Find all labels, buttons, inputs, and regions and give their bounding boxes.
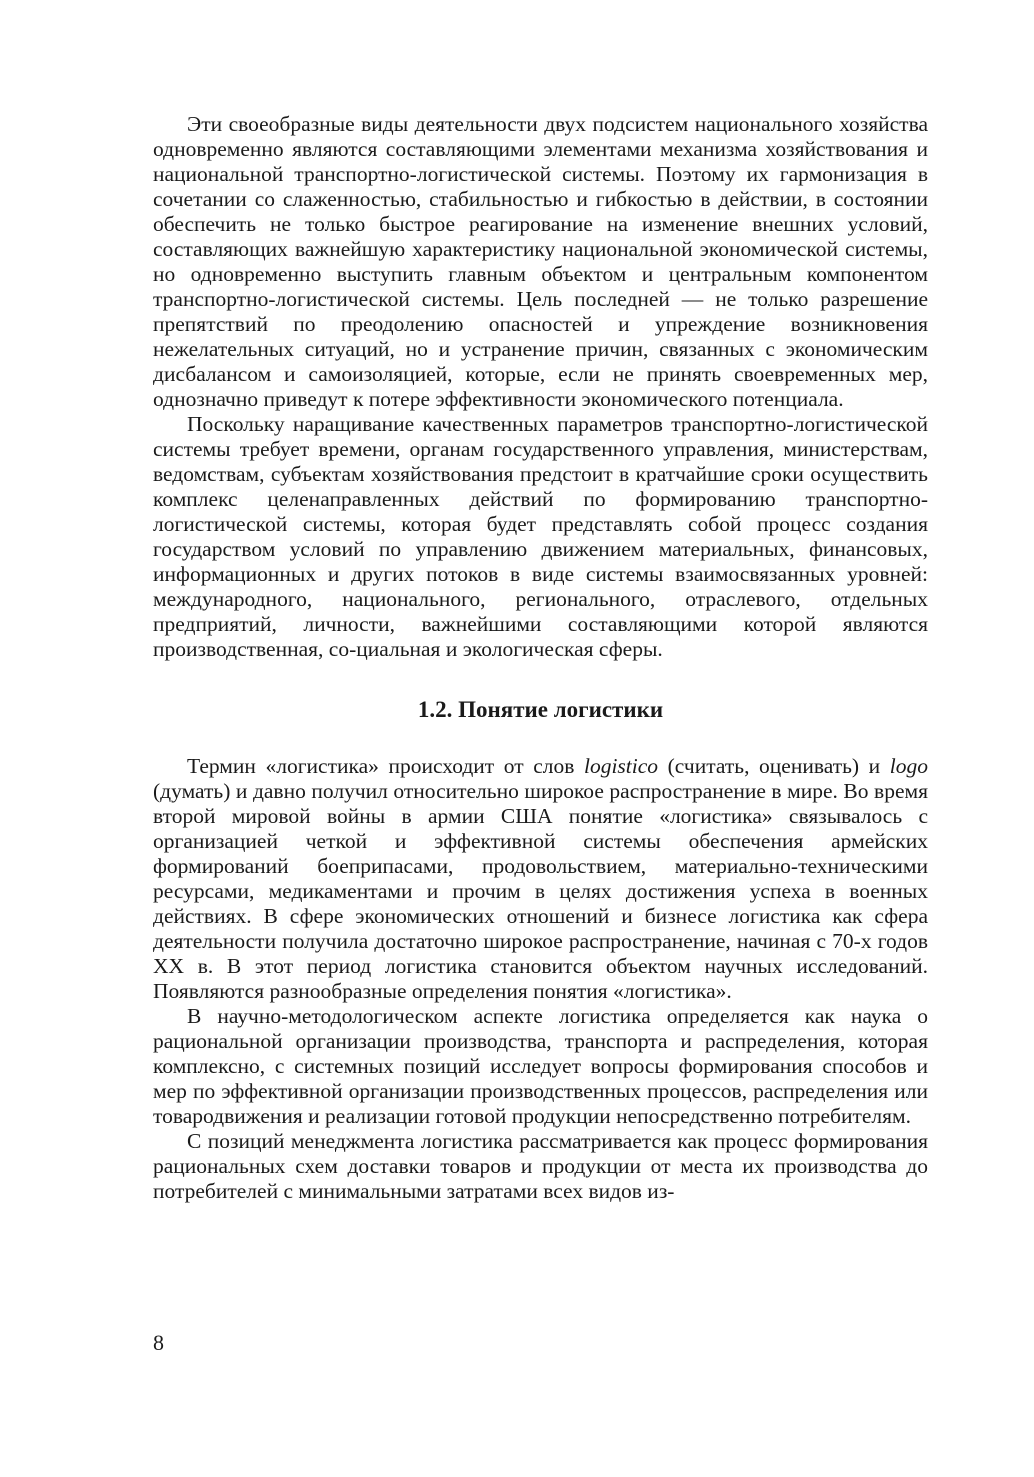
definition-text: Термин «логистика» происходит от слов <box>187 754 584 778</box>
definition-text: (считать, оценивать) и <box>658 754 890 778</box>
definition-text: (думать) и давно получил относительно широкое распространение в мире. Во время второй мировой войны в армии США понятие «логистика» связывалось с организацией четкой и эффективной системы обеспечения армейских формирований боеприпасами, продовольствием, материально-техническими ресурсами, медикаментами и прочим в целях достижения успеха в военных действиях. В сфере экономических отношений и бизнесе логистика как сфера деятельности получила достаточно широкое распространение, начиная с 70-х годов XX в. В этот период логистика становится объектом научных исследований. Появляются разнообразные определения понятия «логистика». <box>153 779 928 1003</box>
definition-paragraph <box>153 754 928 1004</box>
body-paragraph: В научно-методологическом аспекте логистика определяется как наука о рациональной организации производства, транспорта и распределения, которая комплексно, с системных позиций исследует вопросы формирования способов и мер по эффективной организации производственных процессов, распределения или товародвижения и реализации готовой продукции непосредственно потребителям. <box>153 1004 928 1128</box>
page-body <box>153 112 928 1204</box>
body-paragraph: С позиций менеджмента логистика рассматривается как процесс формирования рациональных схем доставки товаров и продукции от места их производства до потребителей с минимальными затратами всех видов из- <box>153 1129 928 1203</box>
latin-term: logistico <box>583 754 659 778</box>
body-paragraph: Эти своеобразные виды деятельности двух подсистем национального хозяйства одновременно являются составляющими элементами механизма хозяйствования и национальной транспортно-логистической системы. Поэтому их гармонизация в сочетании со слаженностью, стабильностью и гибкостью в действии, в состоянии обеспечить не только быстрое реагирование на изменение внешних условий, составляющих важнейшую характеристику национальной экономической системы, но одновременно выступить главным объектом и центральным компонентом транспортно-логистической системы. Цель последней — не только разрешение препятствий по преодолению опасностей и упреждение возникновения нежелательных ситуаций, но и устранение причин, связанных с экономическим дисбалансом и самоизоляцией, которые, если не принять своевременных мер, однозначно приведут к потере эффективности экономического потенциала. <box>153 112 928 411</box>
page-number: 8 <box>153 1330 164 1355</box>
body-paragraph: Поскольку наращивание качественных параметров транспортно-логистической системы требует времени, органам государственного управления, министерствам, ведомствам, субъектам хозяйствования предстоит в кратчайшие сроки осуществить комплекс целенаправленных действий по формированию транспортно-логистической системы, которая будет представлять собой процесс создания государством условий по управлению движением материальных, финансовых, информационных и других потоков в виде системы взаимосвязанных уровней: международного, национального, регионального, отраслевого, отдельных предприятий, личности, важнейшими составляющими которой являются производственная, со-циальная и экологическая сферы. <box>153 412 928 661</box>
section-heading: 1.2. Понятие логистики <box>417 697 664 722</box>
latin-term: logo <box>889 754 928 778</box>
